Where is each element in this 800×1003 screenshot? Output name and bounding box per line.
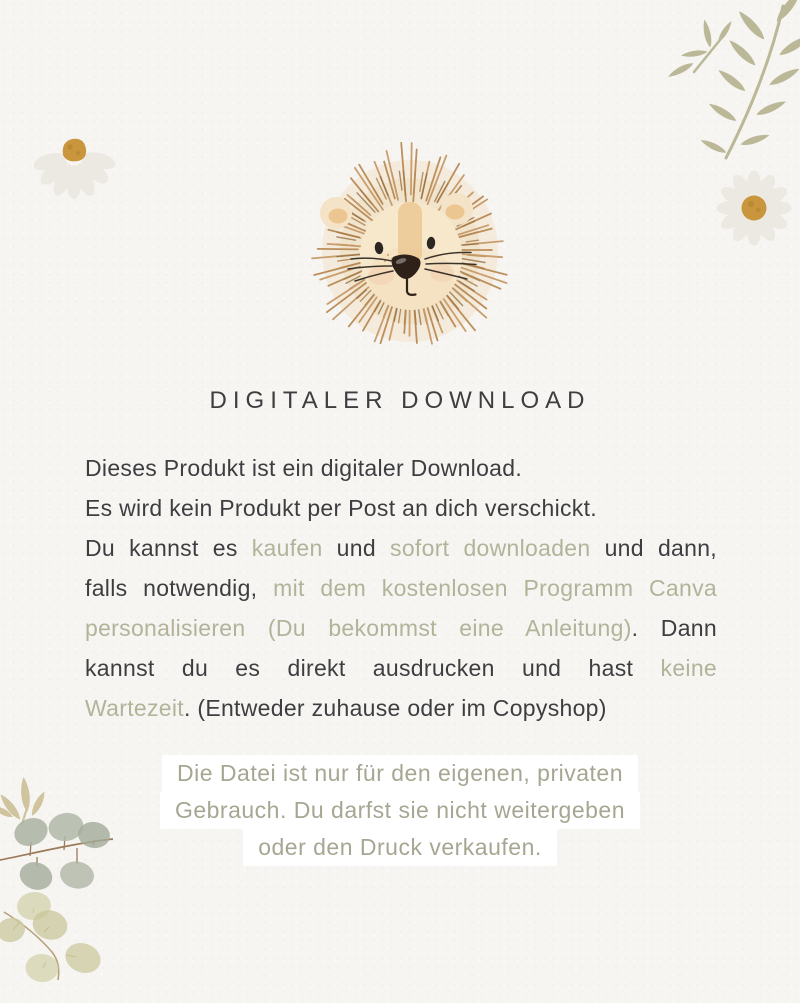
text-segment-dark: . (Entweder zuhause oder im Copyshop) [183, 695, 607, 721]
text-segment-dark: . Dann [631, 615, 717, 641]
text-segment-dark: Du kannst es [85, 535, 252, 561]
text-segment-sage: keine [660, 655, 717, 681]
text-segment-dark: Dieses Produkt ist ein digitaler Download. [85, 455, 523, 481]
daisy-center [63, 139, 86, 162]
note-line: Gebrauch. Du darfst sie nicht weitergeben [160, 792, 640, 829]
text-segment-sage: sofort downloaden [390, 535, 591, 561]
paragraph-line [85, 648, 717, 688]
note-line: Die Datei ist nur für den eigenen, privaten [162, 755, 638, 792]
text-segment-dark: und [322, 535, 391, 561]
text-segment-dark: kannst du es direkt ausdrucken und hast [85, 655, 661, 681]
page-title: DIGITALER DOWNLOAD [209, 387, 591, 414]
text-segment-sage: mit dem kostenlosen Programm Canva [273, 575, 717, 601]
paragraph-line [85, 568, 717, 608]
branch-and-daisy-top-right [650, 0, 800, 260]
paragraph-line [85, 608, 717, 648]
daisy-icon [717, 171, 792, 246]
text-segment-dark: und dann, [590, 535, 717, 561]
paragraph-line [85, 448, 717, 488]
olive-sprig-icon [667, 19, 734, 79]
lion-illustration [295, 135, 525, 365]
text-segment-sage: Wartezeit [85, 695, 184, 721]
text-segment-sage: kaufen [251, 535, 323, 561]
yellow-green-branch-icon [0, 890, 105, 983]
text-segment-dark: falls notwendig, [85, 575, 274, 601]
olive-branch-icon [699, 0, 800, 158]
note-line: oder den Druck verkaufen. [243, 829, 557, 866]
paragraph-line [85, 688, 717, 728]
text-segment-sage: personalisieren (Du bekommst eine Anleitung) [85, 615, 632, 641]
text-segment-dark: Es wird kein Produkt per Post an dich verschickt. [85, 495, 597, 521]
paragraph-line [85, 528, 717, 568]
paragraph-line [85, 488, 717, 528]
daisy-side-view-left [34, 128, 144, 223]
lion-ear-left [320, 197, 352, 229]
usage-note [0, 755, 800, 866]
body-paragraph [85, 448, 717, 728]
